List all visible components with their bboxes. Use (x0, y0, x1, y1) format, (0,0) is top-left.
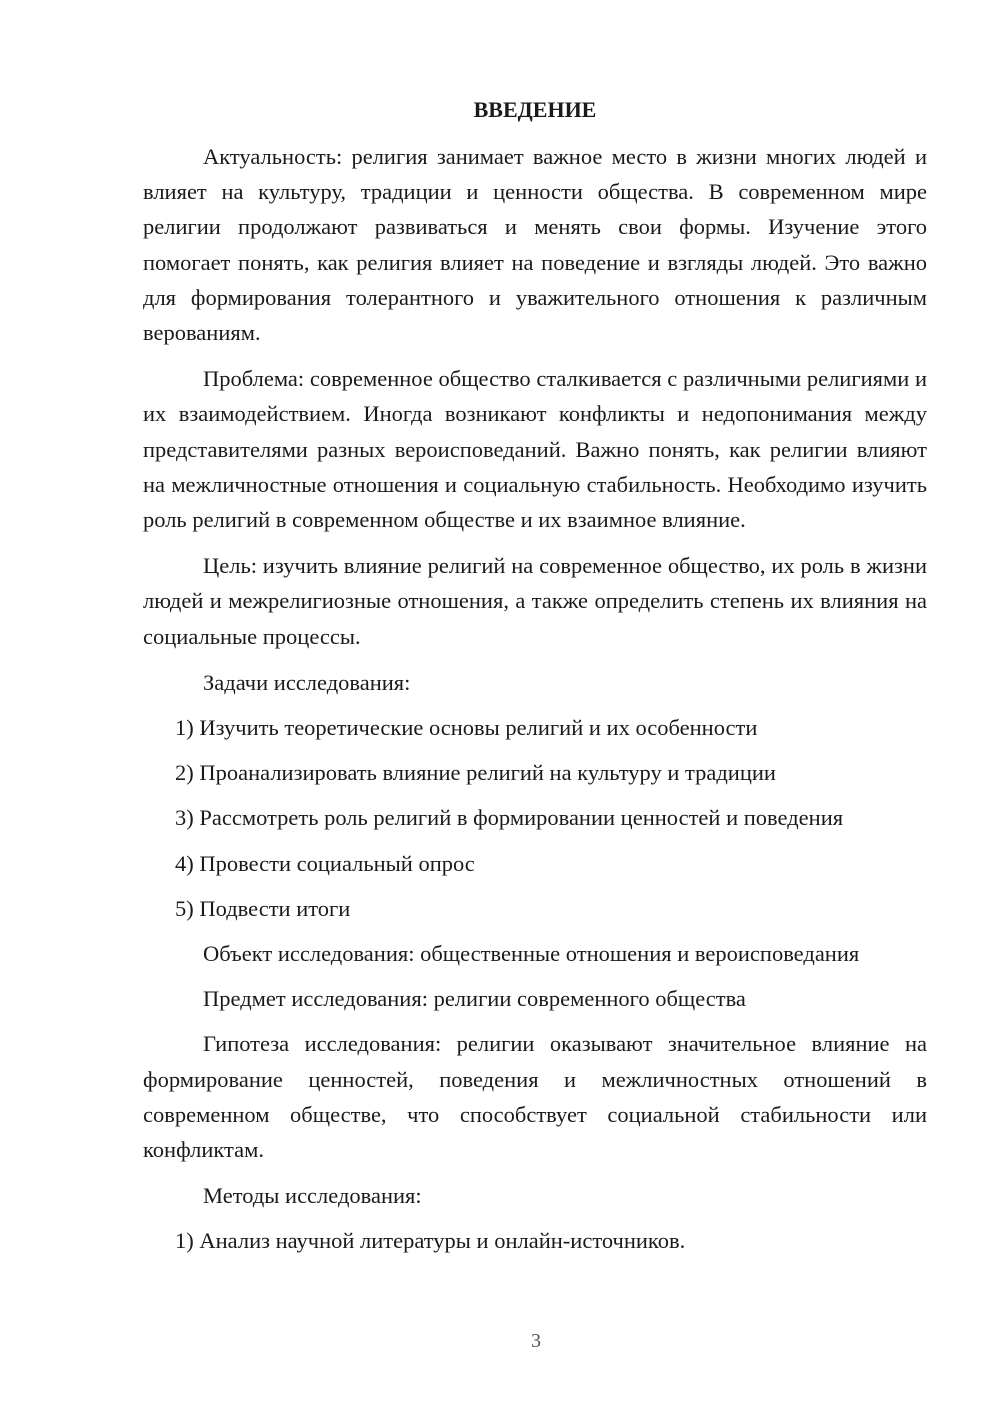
tasks-heading: Задачи исследования: (203, 669, 411, 695)
research-object: Объект исследования: общественные отношения и вероисповедания (203, 941, 860, 967)
methods-heading: Методы исследования: (203, 1183, 422, 1209)
task-item-2: 2) Проанализировать влияние религий на культуру и традиции (175, 760, 776, 786)
task-item-3: 3) Рассмотреть роль религий в формировании ценностей и поведения (175, 805, 844, 831)
paragraph-problem: Проблема: современное общество сталкивается с различными религиями и их взаимодействием. Иногда возникают конфликты и недопонимания между представителями разных вероисповеданий. Важно понять, как религии влияют на межличностные отношения и социальную стабильность. Необходимо изучить роль религий в современном обществе и их взаимное влияние. (143, 366, 927, 533)
section-title: ВВЕДЕНИЕ (473, 97, 597, 122)
task-item-1: 1) Изучить теоретические основы религий и их особенности (175, 715, 758, 741)
research-subject: Предмет исследования: религии современного общества (203, 986, 746, 1012)
document-page (143, 92, 927, 1269)
paragraph-goal: Цель: изучить влияние религий на современное общество, их роль в жизни людей и межрелигиозные отношения, а также определить степень их влияния на социальные процессы. (143, 553, 927, 649)
method-item-1: 1) Анализ научной литературы и онлайн-источников. (175, 1228, 686, 1254)
paragraph-hypothesis: Гипотеза исследования: религии оказывают значительное влияние на формирование ценностей, поведения и межличностных отношений в современном обществе, что способствует социальной стабильности или конфликтам. (143, 1031, 927, 1163)
task-item-5: 5) Подвести итоги (175, 895, 351, 921)
page-number: 3 (531, 1330, 541, 1352)
paragraph-relevance: Актуальность: религия занимает важное место в жизни многих людей и влияет на культуру, традиции и ценности общества. В современном мире религии продолжают развиваться и менять свои формы. Изучение этого помогает понять, как религия влияет на поведение и взгляды людей. Это важно для формирования толерантного и уважительного отношения к различным верованиям. (143, 144, 927, 346)
task-item-4: 4) Провести социальный опрос (175, 850, 475, 876)
